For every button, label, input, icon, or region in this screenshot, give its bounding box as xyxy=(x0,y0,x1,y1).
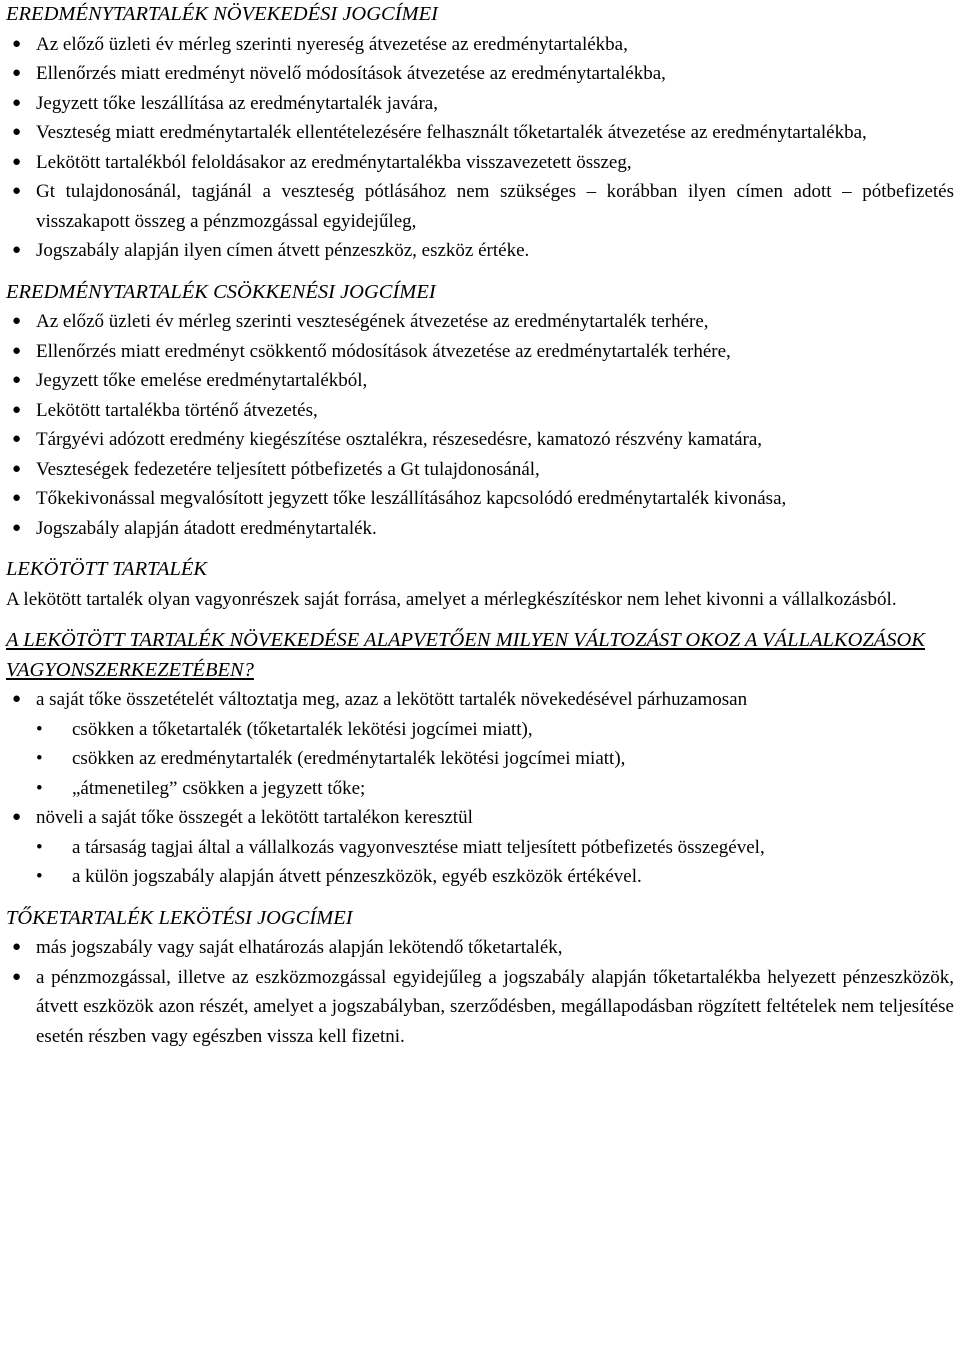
bullet-icon: • xyxy=(36,718,43,740)
section-decrease xyxy=(6,278,954,544)
list-item: ● a pénzmozgással, illetve az eszközmozgással egyidejűleg a jogszabály alapján tőketartalékba helyezett pénzeszközök, átvett eszközök azon részét, amelyet a jogszabályban, szerződésben, megállapodásban rögzített feltételek nem teljesítése esetén részben vagy egészben vissza kell fizetni. xyxy=(36,963,954,1052)
sub-list-item: • „átmenetileg” csökken a jegyzett tőke; xyxy=(72,774,954,804)
section-paragraph: A lekötött tartalék olyan vagyonrészek saját forrása, amelyet a mérlegkészítéskor nem lehet kivonni a vállalkozásból. xyxy=(6,588,897,610)
list-item: ● Az előző üzleti év mérleg szerinti veszteségének átvezetése az eredménytartalék terhére, xyxy=(36,307,954,337)
spacer xyxy=(6,892,954,904)
list-item: ● más jogszabály vagy saját elhatározás alapján lekötendő tőketartalék, xyxy=(36,933,954,963)
bullet-icon: • xyxy=(36,748,43,769)
section-question xyxy=(6,626,954,892)
sub-list-item: • csökken a tőketartalék (tőketartalék lekötési jogcímei miatt), xyxy=(72,715,954,745)
bullet-icon: ● xyxy=(12,242,22,258)
bullet-icon: ● xyxy=(12,490,22,506)
section-title: EREDMÉNYTARTALÉK CSÖKKENÉSI JOGCÍMEI xyxy=(6,280,436,303)
bullet-icon: ● xyxy=(12,35,22,52)
bullet-icon: ● xyxy=(12,691,22,707)
bullet-icon: ● xyxy=(12,183,22,199)
section-title: A LEKÖTÖTT TARTALÉK NÖVEKEDÉSE ALAPVETŐEN MILYEN VÁLTOZÁST OKOZ A VÁLLALKOZÁSOK VAGYONSZERKEZETÉBEN? xyxy=(6,629,926,681)
list-item: ● Lekötött tartalékba történő átvezetés, xyxy=(36,396,954,426)
list-item: ● Az előző üzleti év mérleg szerinti nyereség átvezetése az eredménytartalékba, xyxy=(36,30,954,60)
list-item: ● növeli a saját tőke összegét a lekötött tartalékon keresztül • a társaság tagjai által a vállalkozás vagyonvesztése miatt teljesített pótbefizetés összegével, • a külön jogszabály alapján átvett pénzeszközök, egyéb eszközök értékével. xyxy=(36,803,954,892)
list-item: ● Tárgyévi adózott eredmény kiegészítése osztalékra, részesedésre, kamatozó részvény kamatára, xyxy=(36,425,954,455)
bullet-list xyxy=(6,933,954,1051)
bullet-list xyxy=(6,685,954,892)
bullet-icon: ● xyxy=(12,372,22,388)
bullet-icon: ● xyxy=(12,124,22,140)
bullet-icon: ● xyxy=(12,460,22,477)
section-increase xyxy=(6,0,954,266)
spacer xyxy=(6,266,954,278)
section-title: TŐKETARTALÉK LEKÖTÉSI JOGCÍMEI xyxy=(6,906,353,929)
list-item: ● Jogszabály alapján átadott eredménytartalék. xyxy=(36,514,954,544)
list-item: ● Gt tulajdonosánál, tagjánál a veszteség pótlásához nem szükséges – korábban ilyen címen adott – pótbefizetés visszakapott összeg a pénzmozgással egyidejűleg, xyxy=(36,177,954,236)
list-item: ● Veszteségek fedezetére teljesített pótbefizetés a Gt tulajdonosánál, xyxy=(36,455,954,485)
bullet-list xyxy=(6,307,954,543)
bullet-icon: ● xyxy=(12,401,22,418)
list-item: ● Lekötött tartalékból feloldásakor az eredménytartalékba visszavezetett összeg, xyxy=(36,148,954,178)
sub-bullet-list xyxy=(36,715,954,804)
bullet-icon: ● xyxy=(12,968,22,985)
section-capital-reserve xyxy=(6,904,954,1052)
bullet-icon: • xyxy=(36,777,43,799)
list-item: ● Veszteség miatt eredménytartalék ellentételezésére felhasznált tőketartalék átvezetése az eredménytartalékba, xyxy=(36,118,954,148)
list-item: ● Ellenőrzés miatt eredményt növelő módosítások átvezetése az eredménytartalékba, xyxy=(36,59,954,89)
section-title: EREDMÉNYTARTALÉK NÖVEKEDÉSI JOGCÍMEI xyxy=(6,3,438,25)
bullet-icon: ● xyxy=(12,939,22,955)
bullet-icon: ● xyxy=(12,94,22,111)
bullet-icon: • xyxy=(36,836,43,858)
bullet-icon: ● xyxy=(12,65,22,81)
list-item: ● Ellenőrzés miatt eredményt csökkentő módosítások átvezetése az eredménytartalék terhére, xyxy=(36,337,954,367)
section-title: LEKÖTÖTT TARTALÉK xyxy=(6,558,208,580)
sub-list-item: • a társaság tagjai által a vállalkozás vagyonvesztése miatt teljesített pótbefizetés összegével, xyxy=(72,833,954,863)
section-reserve xyxy=(6,555,954,614)
bullet-icon: ● xyxy=(12,519,22,536)
spacer xyxy=(6,614,954,626)
bullet-icon: ● xyxy=(12,153,22,170)
list-item: ● Jegyzett tőke leszállítása az eredménytartalék javára, xyxy=(36,89,954,119)
list-item: ● Tőkekivonással megvalósított jegyzett tőke leszállításához kapcsolódó eredménytartalék kivonása, xyxy=(36,484,954,514)
spacer xyxy=(6,543,954,555)
list-item: ● Jegyzett tőke emelése eredménytartalékból, xyxy=(36,366,954,396)
sub-list-item: • csökken az eredménytartalék (eredménytartalék lekötési jogcímei miatt), xyxy=(72,744,954,774)
bullet-list xyxy=(6,30,954,266)
list-item: ● a saját tőke összetételét változtatja meg, azaz a lekötött tartalék növekedésével párhuzamosan • csökken a tőketartalék (tőketartalék lekötési jogcímei miatt), • csökken az eredménytartalék (eredménytartalék lekötési jogcímei miatt), • „átmenetileg” csökken a jegyzett tőke; xyxy=(36,685,954,803)
list-item: ● Jogszabály alapján ilyen címen átvett pénzeszköz, eszköz értéke. xyxy=(36,236,954,266)
sub-bullet-list xyxy=(36,833,954,892)
bullet-icon: ● xyxy=(12,342,22,359)
bullet-icon: ● xyxy=(12,431,22,447)
bullet-icon: ● xyxy=(12,809,22,825)
bullet-icon: • xyxy=(36,866,43,887)
sub-list-item: • a külön jogszabály alapján átvett pénzeszközök, egyéb eszközök értékével. xyxy=(72,862,954,892)
bullet-icon: ● xyxy=(12,313,22,329)
